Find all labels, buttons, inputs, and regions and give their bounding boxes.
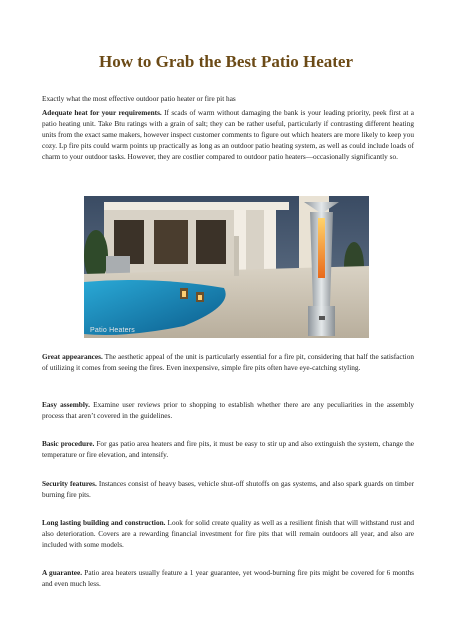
section-heading: Security features. (42, 479, 97, 488)
section-heading: Great appearances. (42, 352, 103, 361)
section-heat (42, 107, 414, 162)
section-body: Examine user reviews prior to shopping to establish whether there are any peculiarities in the assembly process that aren’t covered in the guidelines. (42, 400, 414, 420)
section-body: Patio area heaters usually feature a 1 year guarantee, yet wood-burning fire pits might be covered for 6 months and even much less. (42, 568, 414, 588)
section-heading: Adequate heat for your requirements. (42, 108, 162, 117)
section-construction (42, 517, 414, 550)
section-procedure (42, 438, 414, 460)
section-body: For gas patio area heaters and fire pits, it must be easy to stir up and also extinguish the system, change the temperature or fire elevation, and intensify. (42, 439, 414, 459)
intro-text: Exactly what the most effective outdoor patio heater or fire pit has (42, 94, 236, 103)
page-title: How to Grab the Best Patio Heater (99, 52, 353, 71)
section-heading: A guarantee. (42, 568, 83, 577)
section-body: If scads of warm without damaging the bank is your leading priority, peek first at a patio heating unit. Take Btu ratings with a grain of salt; they can be rather useful, particularly if contrasting different heating units from the exact same makers, however inspect customer comments to figure out which heaters are more likely to keep you cozy. Lp fire pits could warm points up practically as long as an outdoor patio heating system, as well as could include loads of charm to your outdoor tasks. However, they are costlier compared to outdoor patio heaters—occasionally significantly so. (42, 108, 414, 161)
patio-heater-photo (84, 196, 369, 338)
section-appearance (42, 351, 414, 373)
section-body: Look for solid create quality as well as a resilient finish that will withstand rust and also deterioration. Covers are a rewarding financial investment for fire pits that will remain outdoors all year, and also are included with some models. (42, 518, 415, 549)
section-body: The aesthetic appeal of the unit is particularly essential for a fire pit, considering that half the satisfaction of utilizing it comes from seeing the fires. Even inexpensive, simple fire pits often have eye-catching styling. (42, 352, 414, 372)
section-guarantee (42, 567, 414, 589)
section-security (42, 478, 414, 500)
section-body: Instances consist of heavy bases, vehicle shut-off shutoffs on gas systems, and also spark guards on timber burning fire pits. (42, 479, 414, 499)
section-heading: Long lasting building and construction. (42, 518, 166, 527)
section-assembly (42, 399, 414, 421)
section-heading: Easy assembly. (42, 400, 90, 409)
section-heading: Basic procedure. (42, 439, 95, 448)
image-caption: Patio Heaters (90, 327, 136, 334)
